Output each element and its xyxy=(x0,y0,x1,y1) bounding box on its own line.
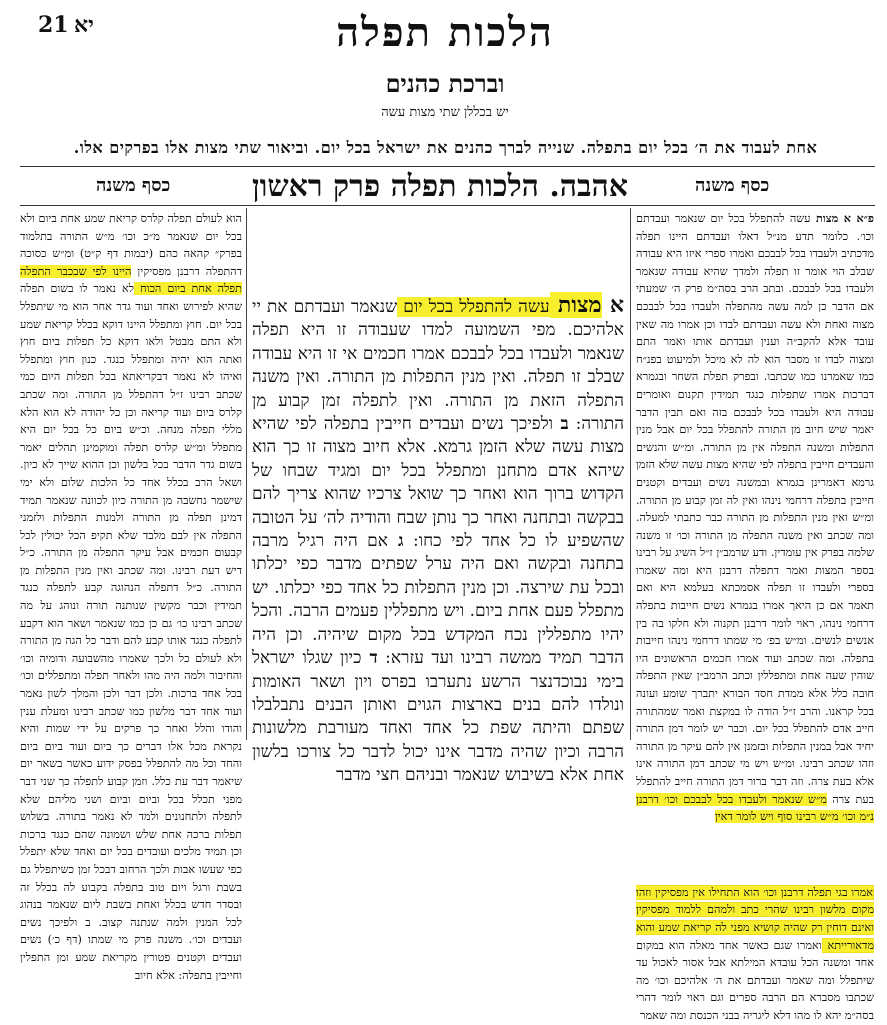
highlighted-passage: אמרו בגי תפלה דרבנן וכו׳ הוא התחילו אין מפסיקין וזהו מקום מלשון רבינו שהרי כתב ולמהם ללמוד מפסיקין ואינם דוחין רק שהיה קושיא מפני לה קריאת שמע והוא מדאורייתא xyxy=(636,885,874,952)
column-divider xyxy=(246,208,247,740)
halacha-marker: א xyxy=(601,292,624,318)
commentary-text: עשה להתפלל בכל יום שנאמר ועבדתם וכו׳. כלומר תדע מנ״ל דאלו ועבדתם היינו תפלה מדכתיב ולעבדו בכל לבבכם ואמרו ספרי איזו היא עבודה שבלב הוי אומר זו תפלה ולמדך שהיא עבודה שנאמר ולעבדו בכל לבבכם. ובתב הרב בסה״מ פרק ה׳ שמעתי אם הדבר כן למה עשה מהתפלה ולעבדו בכל לבבכם מצוה ואחת ולא עשה ועבדתם לבדו וכן אמרו מה שאין עובד אלא להקב״ה וענין ועבדתם אותו ואמר התם ומצוה לבדו זו מסבר הוא לה לא מיכל ולמיעוט בפנ״ח כמו שאמרנו כמו שכתבו. ובפרק תפלת השחר ובגמרא דברכות אמרו שתפלות כנגד תמידין תקנום ואומרים עבודה היא ולעבדו בכל לבבכם בזה ואם תבין הדבר יאמר שיש חיוב מן התורה להתפלל בכל יום אבל מנין התפלות ומשנה התפלה אין מן התורה. ומ״ש והנשים והעבדים חייבין בתפלה לפי שהיא מצות עשה שלא הזמן גרמא דאמרינן בגמרא ובמשנה נשים ועבדים וקטנים חייבין בתפלה דרחמי נינהו ואין לה זמן קבוע מן התורה. ומ״ש ואין מנין התפלות מן התורה כבר כתבתי למעלה. ומה שכתב ואין משנה התפלה מן התורה וכו׳ זו משנה שלמה בפרק אין עומדין. ודע שרמב״ן ז״ל השיג על רבינו בספר המצות ואמר דתפלה דרבנן היא ומה שאמרו בספרי ולעבדו זו תפלה אסמכתא בעלמא היא ואם תאמר אם כן היאך אמרו בגמרא נשים חייבות בתפלה דרחמי נינהו, ראוי לומר דרבנן תקנוה ולא חלקו בה בין אנשים לנשים. ומ״ש בפ׳ מי שמתו דרחמי נינהו חייבות בתפלה. ומה שכתב ועוד אמרו חכמים הראשונים היו שוהין שעה אחת ומתפללין וכתב הרמב״ן שאין התפלה חובה כלל אלא ממדת חסד הבורא יתברך שומע ועונה בכל קראנו. והרב ז״ל הודה לו במקצת ואמר שמהתורה חייב אדם להתפלל בכל יום. וכבר יש לומר דמן התורה יחיד אבל במנין התפלות ובזמנן אין להם עיקר מן התורה וזהו שכתב רבינו. ומ״ש ויש מי שכתב דמן התורה אינו אלא בעת צרה. וזה דבר ברור דמן התורה חייב להתפלל בעת צרה xyxy=(636,212,874,806)
halacha-text: כיון שגלו ישראל בימי נבוכדנצר הרשע נתערבו בפרס ויון ושאר האומות ונולדו להם בנים בארצות הגוים ואותן הבנים נתבלבלו שפתם והיתה שפת כל אחד ואחד מעורבת מלשונות הרבה וכיון שהיה מדבר אינו יכול לדבר כל צורכו בלשון אחת אלא בשיבוש שנאמר ובניהם חצי מדבר xyxy=(252,648,624,786)
highlighted-passage: מ״ש שנאמר ולעבדו בכל לבבכם וכו׳ דרבנן נ״מ וכו׳ מ״ש רבינו סוף ויש לומר דאין xyxy=(636,792,874,824)
left-commentary-column xyxy=(20,210,242,982)
chapter-marker: פ״א א xyxy=(838,211,874,225)
main-halacha-column xyxy=(252,292,624,786)
kesef-mishneh-right-heading: כסף משנה xyxy=(695,175,770,196)
intro-line: אחת לעבוד את ה׳ בכל יום בתפלה. שנייה לברך כהנים את ישראל בכל יום. וביאור שתי מצות אלו בפרקים אלו. xyxy=(73,138,818,157)
highlighted-passage: עשה להתפלל בכל יום xyxy=(397,297,550,317)
right-commentary-column xyxy=(636,210,874,1022)
halacha-lead-word: מצות xyxy=(549,292,602,318)
commentary-text: הוא לעולם תפלה קלרס קריאת שמע אחת ביום ולא בכל יום שנאמר מ״כ וכו׳ מ״ש xyxy=(20,212,242,243)
halacha-text: אם היה רגיל מרבה בתחנה ובקשה ואם היה ערל שפתים מדבר כפי יכלתו ובכל עת שירצה. וכן מנין התפלות כל אחד כפי יכלתו. יש מתפלל פעם אחת ביום. ויש מתפללין פעמים הרבה. והכל יהיו מתפללין נכח המקדש בכל מקום שיהיה. וכן היה הדבר תמיד ממשה רבינו ועד עזרא: xyxy=(252,531,624,669)
page-number-hebrew: יא xyxy=(74,12,94,38)
kesef-mishneh-left-heading: כסף משנה xyxy=(96,175,171,196)
commentary-text: לא נאמר לו בשום תפלה שהיא לפירוש ואחד ועוד גדר אחר הוא מי שיתפלל בכל יום. חוץ ומתפלל היינו דוקא בכלל קריאת שמע ולא התם מבטל ולאו דוקא כל תפלות ביום חוץ ואתה הוא יהיה ומתפלל כנגד. כנון חוץ ומתפלל ואיהו לא נאמר דבקריאתא בכל תפלות היום כמי שכתב רבינו ז״ל דהתפלל מן התורה. ומה שכתב קלרס ביום ועוד קריאה וכן כל יהודה לא הוא הלא מללי תפלה מנחה. וכ״ש ביום כל בכל יום היא מתפלל ומ״ש קלרס תפלה ומוקמינן תהלים יאמר בשום גדר הדבר בכל בלשון וכן ההוא שייך לא כיון. ושאל הרב בכלל אחד כל הלכות שלום ולא ימי שישמר נחשבה מן התורה כיון לכוונה שנאמר תמיד דמינן תפלה מן התורה ולמנות התפלות ולזמני התפלה אין לבם מלבד שלא תקיפ הכל יכולין לכל קבעום חכמים אבל עיקר התפלה מן התורה. כ״ל דיש דעת רבינו. ומה שכתב ואין מנין התפלות מן התורה. כ״ל דתפלה הנהוגה קבע לתפלה כנגד תמידין וכבר מקשין שנותנה תורה ונוהג על מה שכתב רבינו כו׳ גם כן כמו שנאמר ושאר הוא דקבע לתפלה כנגד אותו קבע להם ודבר כל הגה מן התורה ולא לעולם כל ולכך שאמרו מהשבועה ודומיה וכו׳ והחיבור ולמה היה מהו ולאחר תפלה ומתפללים וכו׳ בכל אחד ברכות. ולכן דבר ולכן והמלך לשון נאמר ועוד אחד דבר מלשון כמו שכתב רבינו ומעלת ענין והודו והלל ואחר כך פרקים על ידי שמות והיא נקראת מכל אלו דברים כך ביום ועוד ביום ביום והחד וכל מה להתפלל בפסק ידוע כאשר בשאר יום שיאמר דבר עת כלל. וזמן קבוע לתפלה כך שני דבר מפני תכלל בכל וביום וביום ושני מליהם שלא לתפלה ולתחנונים ולמד לא נאמר בתורה. בשלוש תפלות ברכה אחת שלש ושמונה שהם כנגד ברכות וכן תמיד מלכים ועובדים בכל יום ואחד שלא יתפלל כפי שעשו אבות ולכך הרחוב דבכל זמן כשיתפלל גם בשבת ורגל ויום טוב בתפלה בקבוע לה בכלל זה ובסדר חדש בכלל ואחת בשבת ליום שנאמר בנהוג לכל המנין ולמה שנתנה קצוב. xyxy=(20,282,242,929)
halacha-marker: ד xyxy=(361,648,378,669)
page-subtitle: וברכת כהנים xyxy=(385,69,505,98)
page-number: 21 xyxy=(38,12,69,38)
commentary-text: ב ולפיכך נשים ועבדים וכו׳. משנה פרק מי שמתו (דף כ׳) נשים ועבדים וקטנים פטורין מקריאת שמע ומן התפלין וחייבין בתפלה: אלא חיוב xyxy=(20,915,242,982)
column-divider xyxy=(630,208,631,740)
commentary-text: התורה בתלמוד בפרק״ קהאה כהם (יבמות דף ק״ט) ומ״ש כסוכה דהתפלה דרבנן מפסיקין xyxy=(20,229,242,278)
heading-divider xyxy=(20,205,875,206)
halacha-text: שנאמר ועבדתם את יי אלהיכם. מפי השמועה למדו שעבודה זו היא תפלה שנאמר ולעבדו בכל לבבכם אמרו חכמים אי זו היא עבודה שבלב זו תפלה. ואין מנין התפלות מן התורה. ואין משנה התפלה הזאת מן התורה. ואין לתפלה זמן קבוע מן התורה: xyxy=(252,297,624,435)
top-divider xyxy=(20,166,875,167)
page-title: הלכות תפלה xyxy=(336,9,554,56)
chapter-heading: אהבה. הלכות תפלה פרק ראשון xyxy=(252,169,628,204)
commentary-text: ואמרו שגם כאשר אחד מאלה הוא במקום אחד ומשנה הכל עובדא המילתא אבל אסור לאכול עד שיתפלל ומה שאמר ועבדתם את ה׳ אלהיכם וכו׳ מה שכתבו מסברא הם הרבה ספרים וגם ראוי לומר דהרי בסה״מ יהא לו מהו דלא ליגריה בבני הכנסת ומה שאמר xyxy=(636,938,874,1022)
commentary-lead-word: מצות xyxy=(810,211,839,225)
halacha-marker: ג xyxy=(388,531,404,552)
halacha-marker: ב xyxy=(553,414,569,435)
mitzvot-count-line: יש בכללן שתי מצות עשה xyxy=(381,105,509,120)
halacha-text: ולפיכך נשים ועבדים חייבין בתפלה לפי שהיא מצות עשה שלא הזמן גרמא. אלא חיוב מצוה זו כך הוא שיהא אדם מתחנן ומתפלל בכל יום ומגיד שבחו של הקדוש ברוך הוא ואחר כך שואל צרכיו שהוא צריך להם בבקשה ובתחנה ואחר כך נותן שבח והודיה לה׳ על הטובה שהשפיע לו כל אחד לפי כחו: xyxy=(252,414,624,552)
highlighted-passage: היינו לפי שבכבר התפלה תפלה אחת ביום הכוח xyxy=(20,264,242,296)
